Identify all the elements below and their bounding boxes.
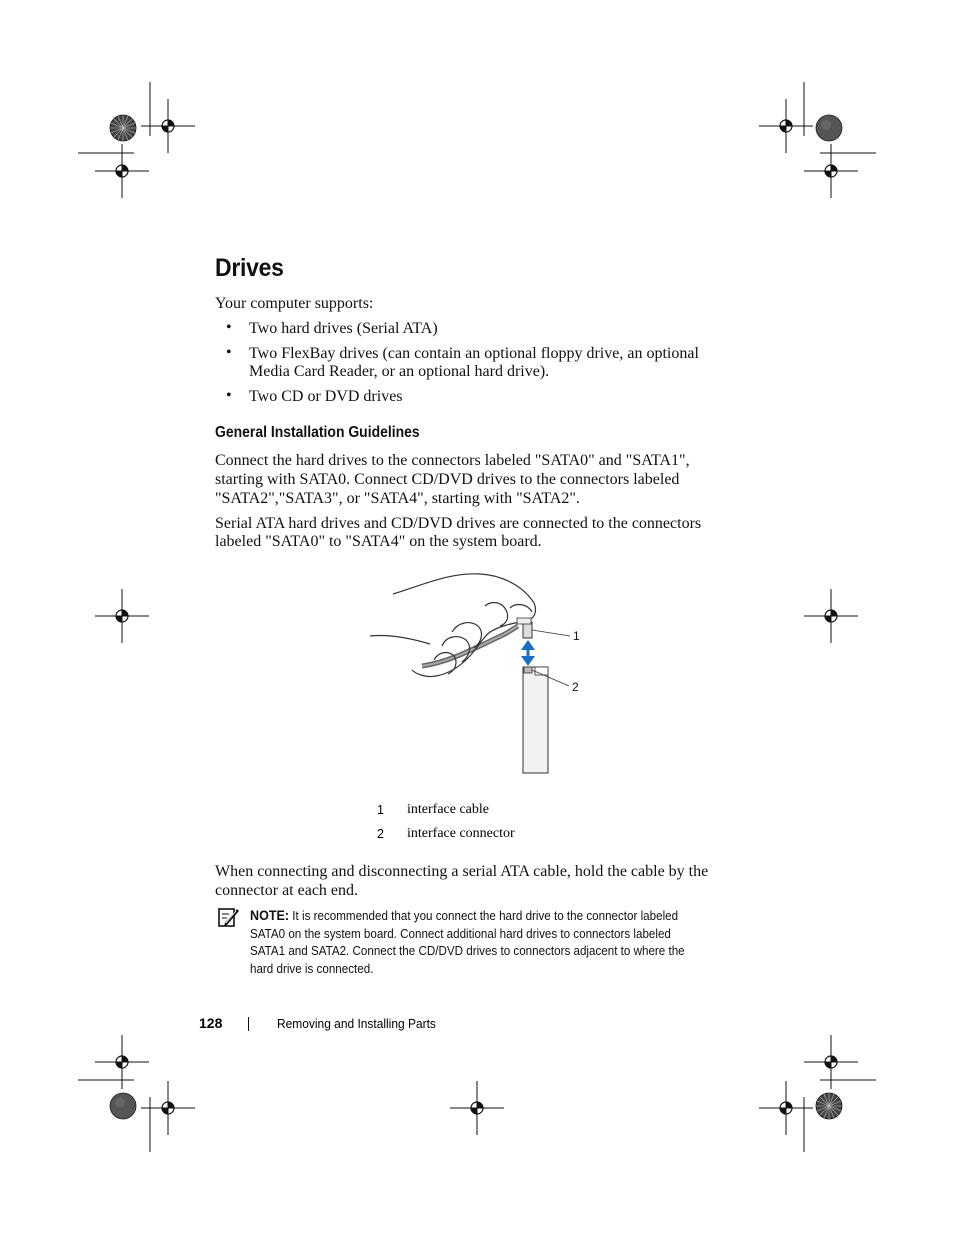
page-number: 128 <box>199 1015 223 1031</box>
note-block <box>250 907 687 978</box>
legend-text-interface-cable: interface cable <box>407 802 489 817</box>
double-arrow <box>521 640 535 666</box>
note-label: NOTE: <box>250 908 290 923</box>
bullet-marker: • <box>226 387 232 404</box>
para2-line2: labeled "SATA0" to "SATA4" on the system board. <box>215 533 542 550</box>
page-title: Drives <box>215 254 284 282</box>
bullet-marker: • <box>226 344 232 361</box>
para1-line3: "SATA2","SATA3", or "SATA4", starting with "SATA2". <box>215 490 580 507</box>
footer-divider <box>248 1017 249 1031</box>
legend-num-1: 1 <box>377 803 384 817</box>
note-line4: hard drive is connected. <box>250 961 374 976</box>
footer-section-title: Removing and Installing Parts <box>277 1016 436 1031</box>
pencil-note-icon <box>218 906 240 928</box>
bullet-item-flexbay-line1: Two FlexBay drives (can contain an optional floppy drive, an optional <box>249 345 699 362</box>
note-line2: SATA0 on the system board. Connect additional hard drives to connectors labeled <box>250 926 671 941</box>
para1-line1: Connect the hard drives to the connectors labeled "SATA0" and "SATA1", <box>215 452 690 469</box>
note-line1: It is recommended that you connect the hard drive to the connector labeled <box>292 909 679 923</box>
bullet-item-cd-dvd: Two CD or DVD drives <box>249 388 403 405</box>
sata-cable-figure <box>360 566 600 781</box>
callout-1: 1 <box>573 629 580 643</box>
system-board <box>523 667 548 773</box>
cable-connector <box>523 622 532 638</box>
bullet-item-flexbay-line2: Media Card Reader, or an optional hard drive). <box>249 363 550 380</box>
para3-line1: When connecting and disconnecting a serial ATA cable, hold the cable by the <box>215 863 709 880</box>
callout-2: 2 <box>572 680 579 694</box>
para1-line2: starting with SATA0. Connect CD/DVD drives to the connectors labeled <box>215 471 680 488</box>
legend-text-interface-connector: interface connector <box>407 826 515 841</box>
para3-line2: connector at each end. <box>215 882 359 899</box>
bullet-item-hard-drives: Two hard drives (Serial ATA) <box>249 320 438 337</box>
intro-text: Your computer supports: <box>215 295 374 312</box>
board-connector <box>524 667 532 673</box>
section-title: General Installation Guidelines <box>215 424 420 441</box>
note-line3: SATA1 and SATA2. Connect the CD/DVD drives to connectors adjacent to where the <box>250 944 685 958</box>
bullet-marker: • <box>226 319 232 336</box>
hand-outline <box>393 574 535 677</box>
cable-line <box>422 626 518 666</box>
legend-num-2: 2 <box>377 827 384 841</box>
para2-line1: Serial ATA hard drives and CD/DVD drives are connected to the connectors <box>215 515 702 532</box>
